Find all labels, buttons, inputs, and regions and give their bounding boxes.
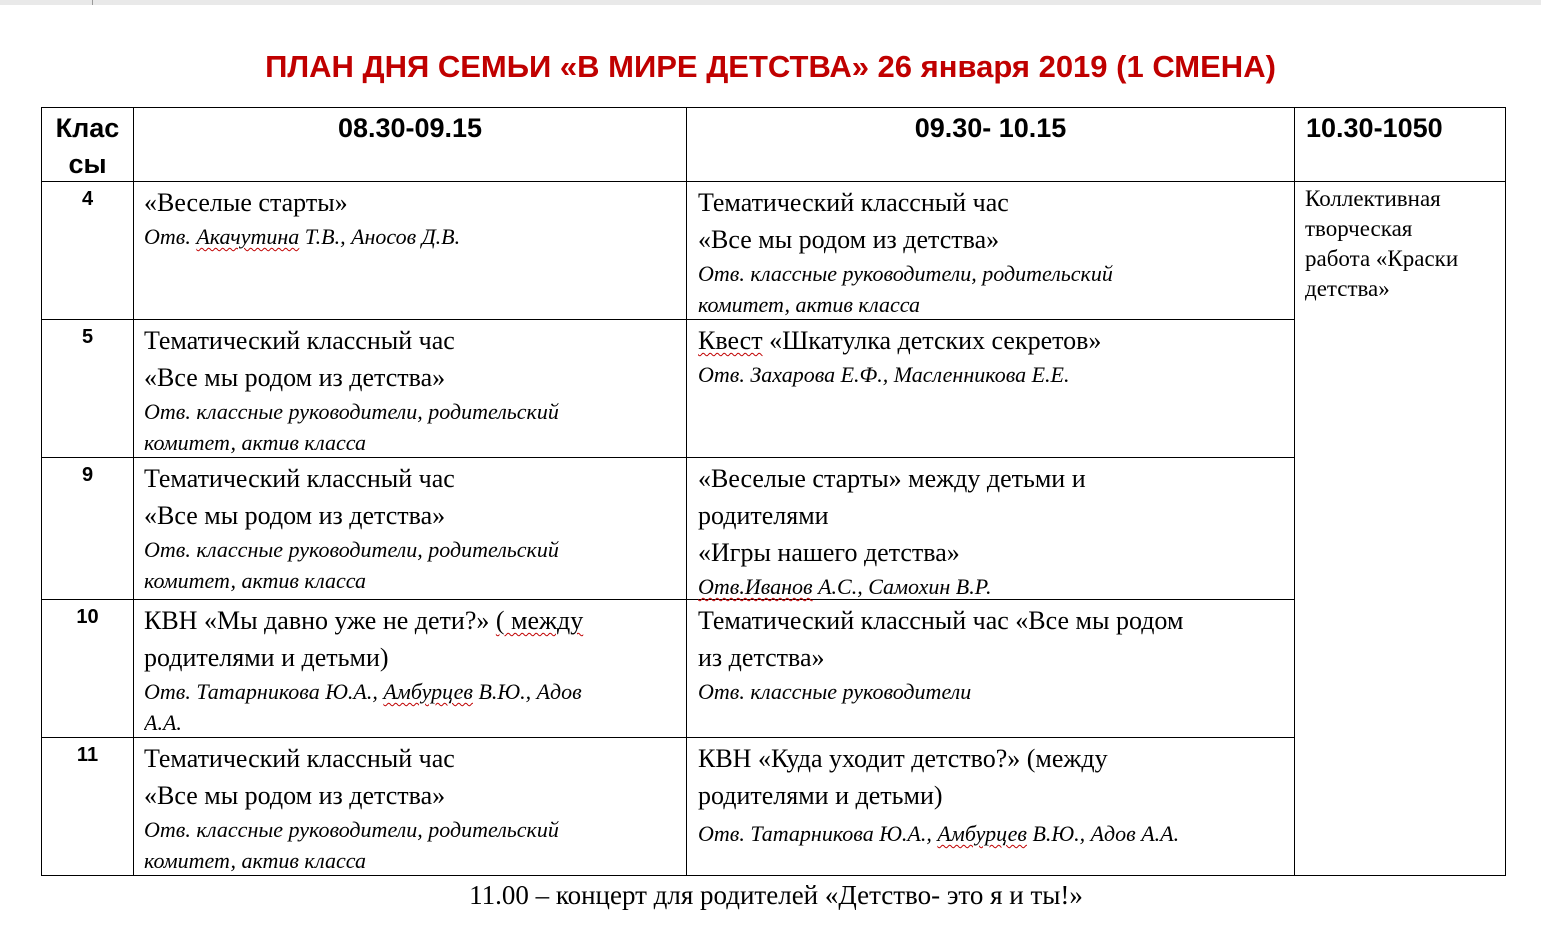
event-line-2: из детства»: [698, 643, 825, 672]
header-classes: [42, 110, 133, 182]
responsible-line-1: Отв. классные руководители, родительский: [144, 537, 559, 562]
event-title: [698, 322, 1293, 359]
page-title: ПЛАН ДНЯ СЕМЬИ «В МИРЕ ДЕТСТВА» 26 января 2019 (1 СМЕНА): [265, 49, 1276, 84]
resp-rest: А.С., Самохин В.Р.: [812, 574, 992, 599]
event-line-1: Тематический классный час: [144, 464, 455, 493]
event-line-2: родителями: [698, 501, 829, 530]
header-classes-line1: Клас: [55, 113, 120, 143]
event-line-2: родителями и детьми): [698, 781, 943, 810]
responsible-line-2: комитет, актив класса: [144, 848, 366, 873]
row4-slot1: [144, 184, 684, 252]
event-line-2: родителями и детьми): [144, 643, 389, 672]
responsible-line-2: комитет, актив класса: [144, 430, 366, 455]
row10-slot2: [698, 602, 1293, 707]
footer-note: 11.00 – концерт для родителей «Детство- это я и ты!»: [469, 880, 1083, 910]
spellcheck-word: Квест: [698, 326, 763, 355]
event-line-1: Тематический классный час: [144, 326, 455, 355]
spellcheck-word: Амбурцев: [383, 679, 473, 704]
responsible: Отв. Захарова Е.Ф., Масленникова Е.Е.: [698, 362, 1070, 387]
header-slot1: 08.30-09.15: [337, 113, 483, 143]
event-line-2: «Все мы родом из детства»: [144, 363, 446, 392]
ruler-marker: [92, 0, 99, 5]
row5-slot2: [698, 322, 1293, 390]
header-bottom-line: [41, 181, 1506, 182]
spellcheck-word: Отв.Иванов: [698, 574, 813, 599]
spellcheck-word: ( между: [495, 606, 584, 635]
event-line-1: Тематический классный час «Все мы родом: [698, 606, 1184, 635]
row5-slot1: [144, 322, 684, 458]
responsible-line-1: Отв. классные руководители, родительский: [144, 399, 559, 424]
resp-part-b: В.Ю., Адов А.А.: [1026, 821, 1180, 846]
responsible-line-1: Отв. классные руководители, родительский: [698, 261, 1113, 286]
event-line-1: КВН «Куда уходит детство?» (между: [698, 744, 1108, 773]
row9-slot1: [144, 460, 684, 596]
slot3-line-1: Коллективная: [1305, 186, 1441, 211]
slot3-activity: [1305, 184, 1503, 304]
responsible: Отв. классные руководители: [698, 679, 972, 704]
slot3-line-2: творческая: [1305, 216, 1413, 241]
resp-part-b: В.Ю., Адов: [472, 679, 582, 704]
event-line-1: [144, 602, 684, 639]
event-line-2: «Все мы родом из детства»: [698, 225, 1000, 254]
event-line-1: Тематический классный час: [698, 188, 1009, 217]
resp-part-a: Отв. Татарникова Ю.А.,: [698, 821, 938, 846]
col-line-3: [1294, 107, 1295, 876]
header-slot3: 10.30-1050: [1306, 113, 1443, 143]
responsible: [698, 818, 1293, 849]
responsible: [144, 221, 684, 252]
event-line-1: «Веселые старты» между детьми и: [698, 464, 1086, 493]
class-number-5: 5: [81, 326, 94, 348]
col-line-1: [133, 107, 134, 876]
event-line-2: «Все мы родом из детства»: [144, 501, 446, 530]
event-text: КВН «Мы давно уже не дети?»: [144, 606, 496, 635]
responsible-line-2: комитет, актив класса: [144, 568, 366, 593]
responsible-line-1: [144, 676, 684, 707]
event-line-1: Тематический классный час: [144, 744, 455, 773]
event-line-3: «Игры нашего детства»: [698, 538, 960, 567]
row9-slot2: [698, 460, 1293, 602]
responsible-line-2: комитет, актив класса: [698, 292, 920, 317]
table-border-right: [1505, 107, 1506, 876]
event-line-2: «Все мы родом из детства»: [144, 781, 446, 810]
responsible: [698, 571, 1293, 602]
spellcheck-word: Акачутина: [196, 224, 300, 249]
slot3-line-4: детства»: [1305, 276, 1390, 301]
row11-slot1: [144, 740, 684, 876]
row11-slot2: [698, 740, 1293, 849]
class-number-10: 10: [76, 606, 99, 628]
header-classes-line2: сы: [68, 149, 107, 179]
slot3-line-3: работа «Краски: [1305, 246, 1459, 271]
window-top-strip: [0, 0, 1541, 5]
event-title-rest: «Шкатулка детских секретов»: [762, 326, 1102, 355]
class-number-9: 9: [81, 464, 94, 486]
header-slot2: 09.30- 10.15: [914, 113, 1067, 143]
resp-part-a: Отв. Татарникова Ю.А.,: [144, 679, 384, 704]
responsible-line-1: Отв. классные руководители, родительский: [144, 817, 559, 842]
schedule-table: [41, 107, 1506, 876]
col-line-2: [686, 107, 687, 876]
row10-slot1: [144, 602, 684, 738]
responsible-line-2: А.А.: [144, 710, 182, 735]
table-border-top: [41, 107, 1506, 108]
class-number-4: 4: [81, 188, 94, 210]
row4-slot2: [698, 184, 1293, 320]
event-title: «Веселые старты»: [144, 188, 348, 217]
resp-prefix: Отв.: [144, 224, 197, 249]
spellcheck-word: Амбурцев: [937, 821, 1027, 846]
resp-rest: Т.В., Аносов Д.В.: [299, 224, 461, 249]
class-number-11: 11: [76, 744, 99, 766]
